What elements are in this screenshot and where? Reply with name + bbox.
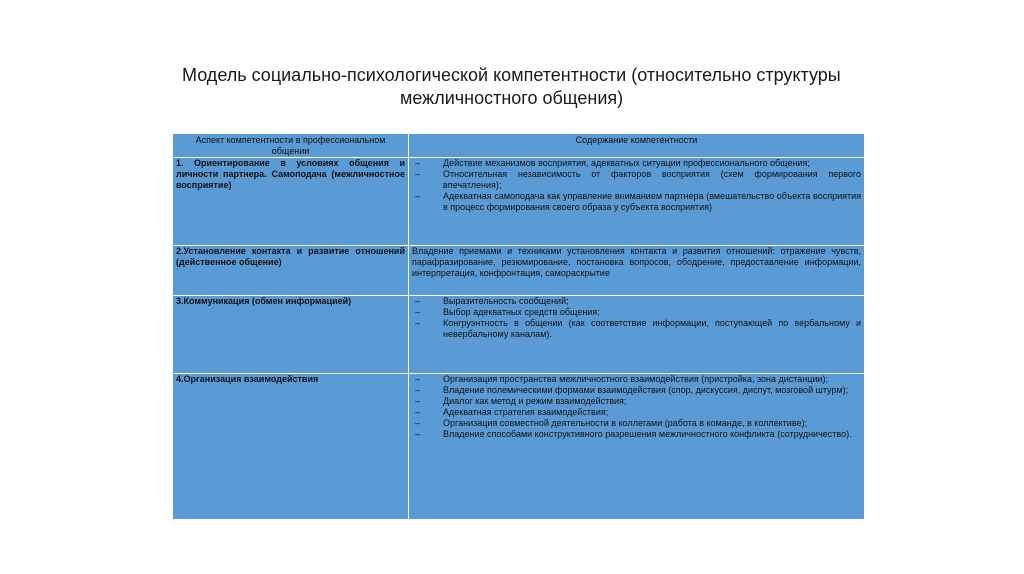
list-item <box>412 407 861 418</box>
table-row <box>173 158 865 246</box>
header-content: Содержание компетентности <box>409 134 865 158</box>
list-item <box>412 418 861 429</box>
list-item <box>412 158 861 169</box>
dash-marker: – <box>415 158 421 168</box>
dash-marker: – <box>415 429 421 439</box>
list-item-text: Владение способами конструктивного разрешения межличностного конфликта (сотрудничество). <box>443 429 852 439</box>
list-item-text: Конгруэнтность в общении (как соответствие информации, поступающей по вербальному и невербальному каналам). <box>443 318 861 339</box>
list-item <box>412 169 861 191</box>
dash-marker: – <box>415 307 421 317</box>
slide-title-line-2: межличностного общения) <box>400 88 624 108</box>
list-item-text: Действие механизмов восприятия, адекватных ситуации профессионального общения; <box>443 158 810 168</box>
slide-title <box>170 64 910 110</box>
table-row <box>173 246 865 296</box>
list-item-text: Организация совместной деятельности в коллегами (работа в команде, в коллективе); <box>443 418 808 428</box>
list-item-text: Адекватная самоподача как управление вниманием партнера (вмешательство объекта восприятия в процесс формирования своего образа у субъекта восприятия) <box>443 191 861 212</box>
dash-marker: – <box>415 407 421 417</box>
competence-model-table <box>172 133 865 520</box>
content-cell <box>409 374 865 520</box>
list-item-text: Владение полемическими формами взаимодействия (спор, дискуссия, диспут, мозговой штурм); <box>443 385 849 395</box>
list-item-text: Выразительность сообщений; <box>443 296 569 306</box>
content-cell: Владение приемами и техниками установления контакта и развития отношений: отражение чувств, парафразирование, резюмирование, постановка вопросов, ободрение, предоставление информации, интерпретация, конфронтация, самораскрытие <box>409 246 865 296</box>
list-item <box>412 374 861 385</box>
dash-marker: – <box>415 396 421 406</box>
aspect-cell: 2.Установление контакта и развитие отношений (действенное общение) <box>173 246 409 296</box>
content-list <box>412 374 861 440</box>
list-item <box>412 296 861 307</box>
dash-marker: – <box>415 191 421 201</box>
aspect-cell: 1. Ориентирование в условиях общения и личности партнера. Самоподача (межличностное восприятие) <box>173 158 409 246</box>
list-item-text: Адекватная стратегия взаимодействия; <box>443 407 609 417</box>
dash-marker: – <box>415 374 421 384</box>
table-header-row <box>173 134 865 158</box>
list-item <box>412 318 861 340</box>
content-cell <box>409 158 865 246</box>
list-item-text: Относительная независимость от факторов восприятия (схем формирования первого впечатления); <box>443 169 861 190</box>
table-row <box>173 374 865 520</box>
list-item <box>412 429 861 440</box>
slide-title-line-1: Модель социально-психологической компетентности (относительно структуры <box>182 65 841 85</box>
dash-marker: – <box>415 169 421 179</box>
content-list <box>412 296 861 340</box>
table-row <box>173 296 865 374</box>
list-item <box>412 396 861 407</box>
dash-marker: – <box>415 418 421 428</box>
list-item <box>412 307 861 318</box>
header-aspect: Аспект компетентности в профессиональном общении <box>173 134 409 158</box>
dash-marker: – <box>415 296 421 306</box>
list-item-text: Организация пространства межличностного взаимодействия (пристройка, зона дистанции); <box>443 374 828 384</box>
list-item <box>412 385 861 396</box>
content-list <box>412 158 861 213</box>
list-item-text: Выбор адекватных средств общения; <box>443 307 600 317</box>
aspect-cell: 3.Коммуникация (обмен информацией) <box>173 296 409 374</box>
aspect-cell: 4.Организация взаимодействия <box>173 374 409 520</box>
list-item-text: Диалог как метод и режим взаимодействия; <box>443 396 627 406</box>
dash-marker: – <box>415 318 421 328</box>
list-item <box>412 191 861 213</box>
dash-marker: – <box>415 385 421 395</box>
content-cell <box>409 296 865 374</box>
